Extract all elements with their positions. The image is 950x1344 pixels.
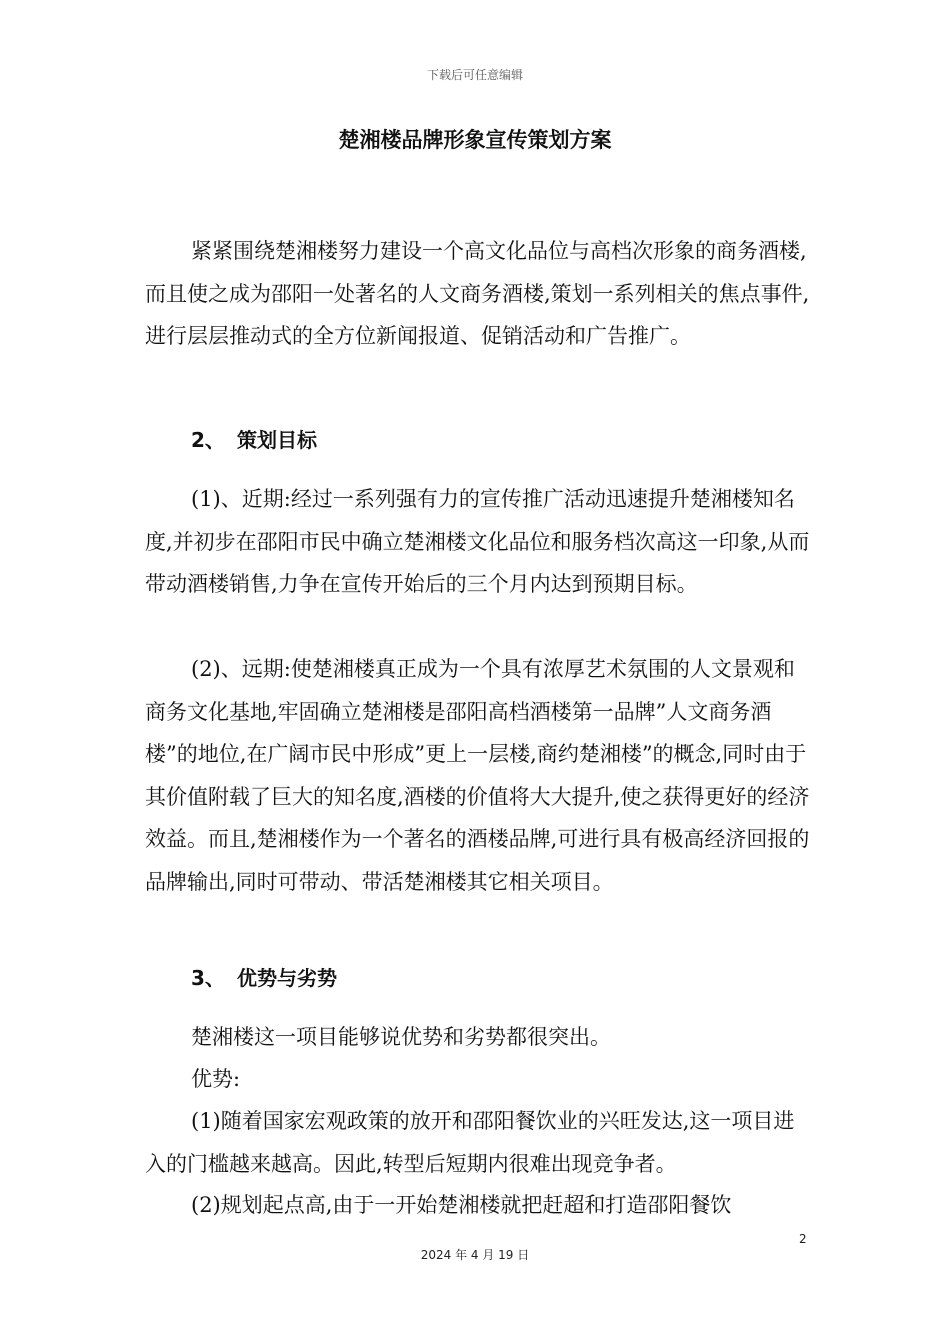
section-3-title: 优势与劣势 — [237, 966, 337, 990]
advantage-1-paragraph: (1)随着国家宏观政策的放开和邵阳餐饮业的兴旺发达,这一项目进入的门槛越来越高。因此,转型后短期内很难出现竞争者。 — [145, 1109, 795, 1176]
page-number: 2 — [799, 1232, 807, 1246]
advantage-2-paragraph: (2)规划起点高,由于一开始楚湘楼就把赶超和打造邵阳餐饮 — [191, 1193, 732, 1217]
section-2-title: 策划目标 — [237, 428, 317, 452]
long-term-goal-paragraph: (2)、远期:使楚湘楼真正成为一个具有浓厚艺术氛围的人文景观和商务文化基地,牢固确立楚湘楼是邵阳高档酒楼第一品牌”人文商务酒楼”的地位,在广阔市民中形成”更上一层楼,商约楚湘楼”的概念,同时由于其价值附载了巨大的知名度,酒楼的价值将大大提升,使之获得更好的经济效益。而且,楚湘楼作为一个著名的酒楼品牌,可进行具有极高经济回报的品牌输出,同时可带动、带活楚湘楼其它相关项目。 — [145, 657, 810, 894]
section-3-heading — [191, 962, 337, 991]
footer-date: 2024 年 4 月 19 日 — [420, 1248, 530, 1262]
header-note: 下载后可任意编辑 — [426, 68, 523, 82]
intro-paragraph: 紧紧围绕楚湘楼努力建设一个高文化品位与高档次形象的商务酒楼,而且使之成为邵阳一处著名的人文商务酒楼,策划一系列相关的焦点事件,进行层层推动式的全方位新闻报道、促销活动和广告推广。 — [145, 239, 810, 348]
section-2-number: 2、 — [191, 428, 225, 452]
section-3-intro: 楚湘楼这一项目能够说优势和劣势都很突出。 — [191, 1025, 611, 1049]
document-title: 楚湘楼品牌形象宣传策划方案 — [338, 128, 612, 152]
section-2-heading — [191, 424, 317, 453]
advantages-label: 优势: — [191, 1067, 241, 1091]
section-3-number: 3、 — [191, 966, 225, 990]
near-term-goal-paragraph: (1)、近期:经过一系列强有力的宣传推广活动迅速提升楚湘楼知名度,并初步在邵阳市民中确立楚湘楼文化品位和服务档次高这一印象,从而带动酒楼销售,力争在宣传开始后的三个月内达到预期目标。 — [145, 487, 810, 596]
